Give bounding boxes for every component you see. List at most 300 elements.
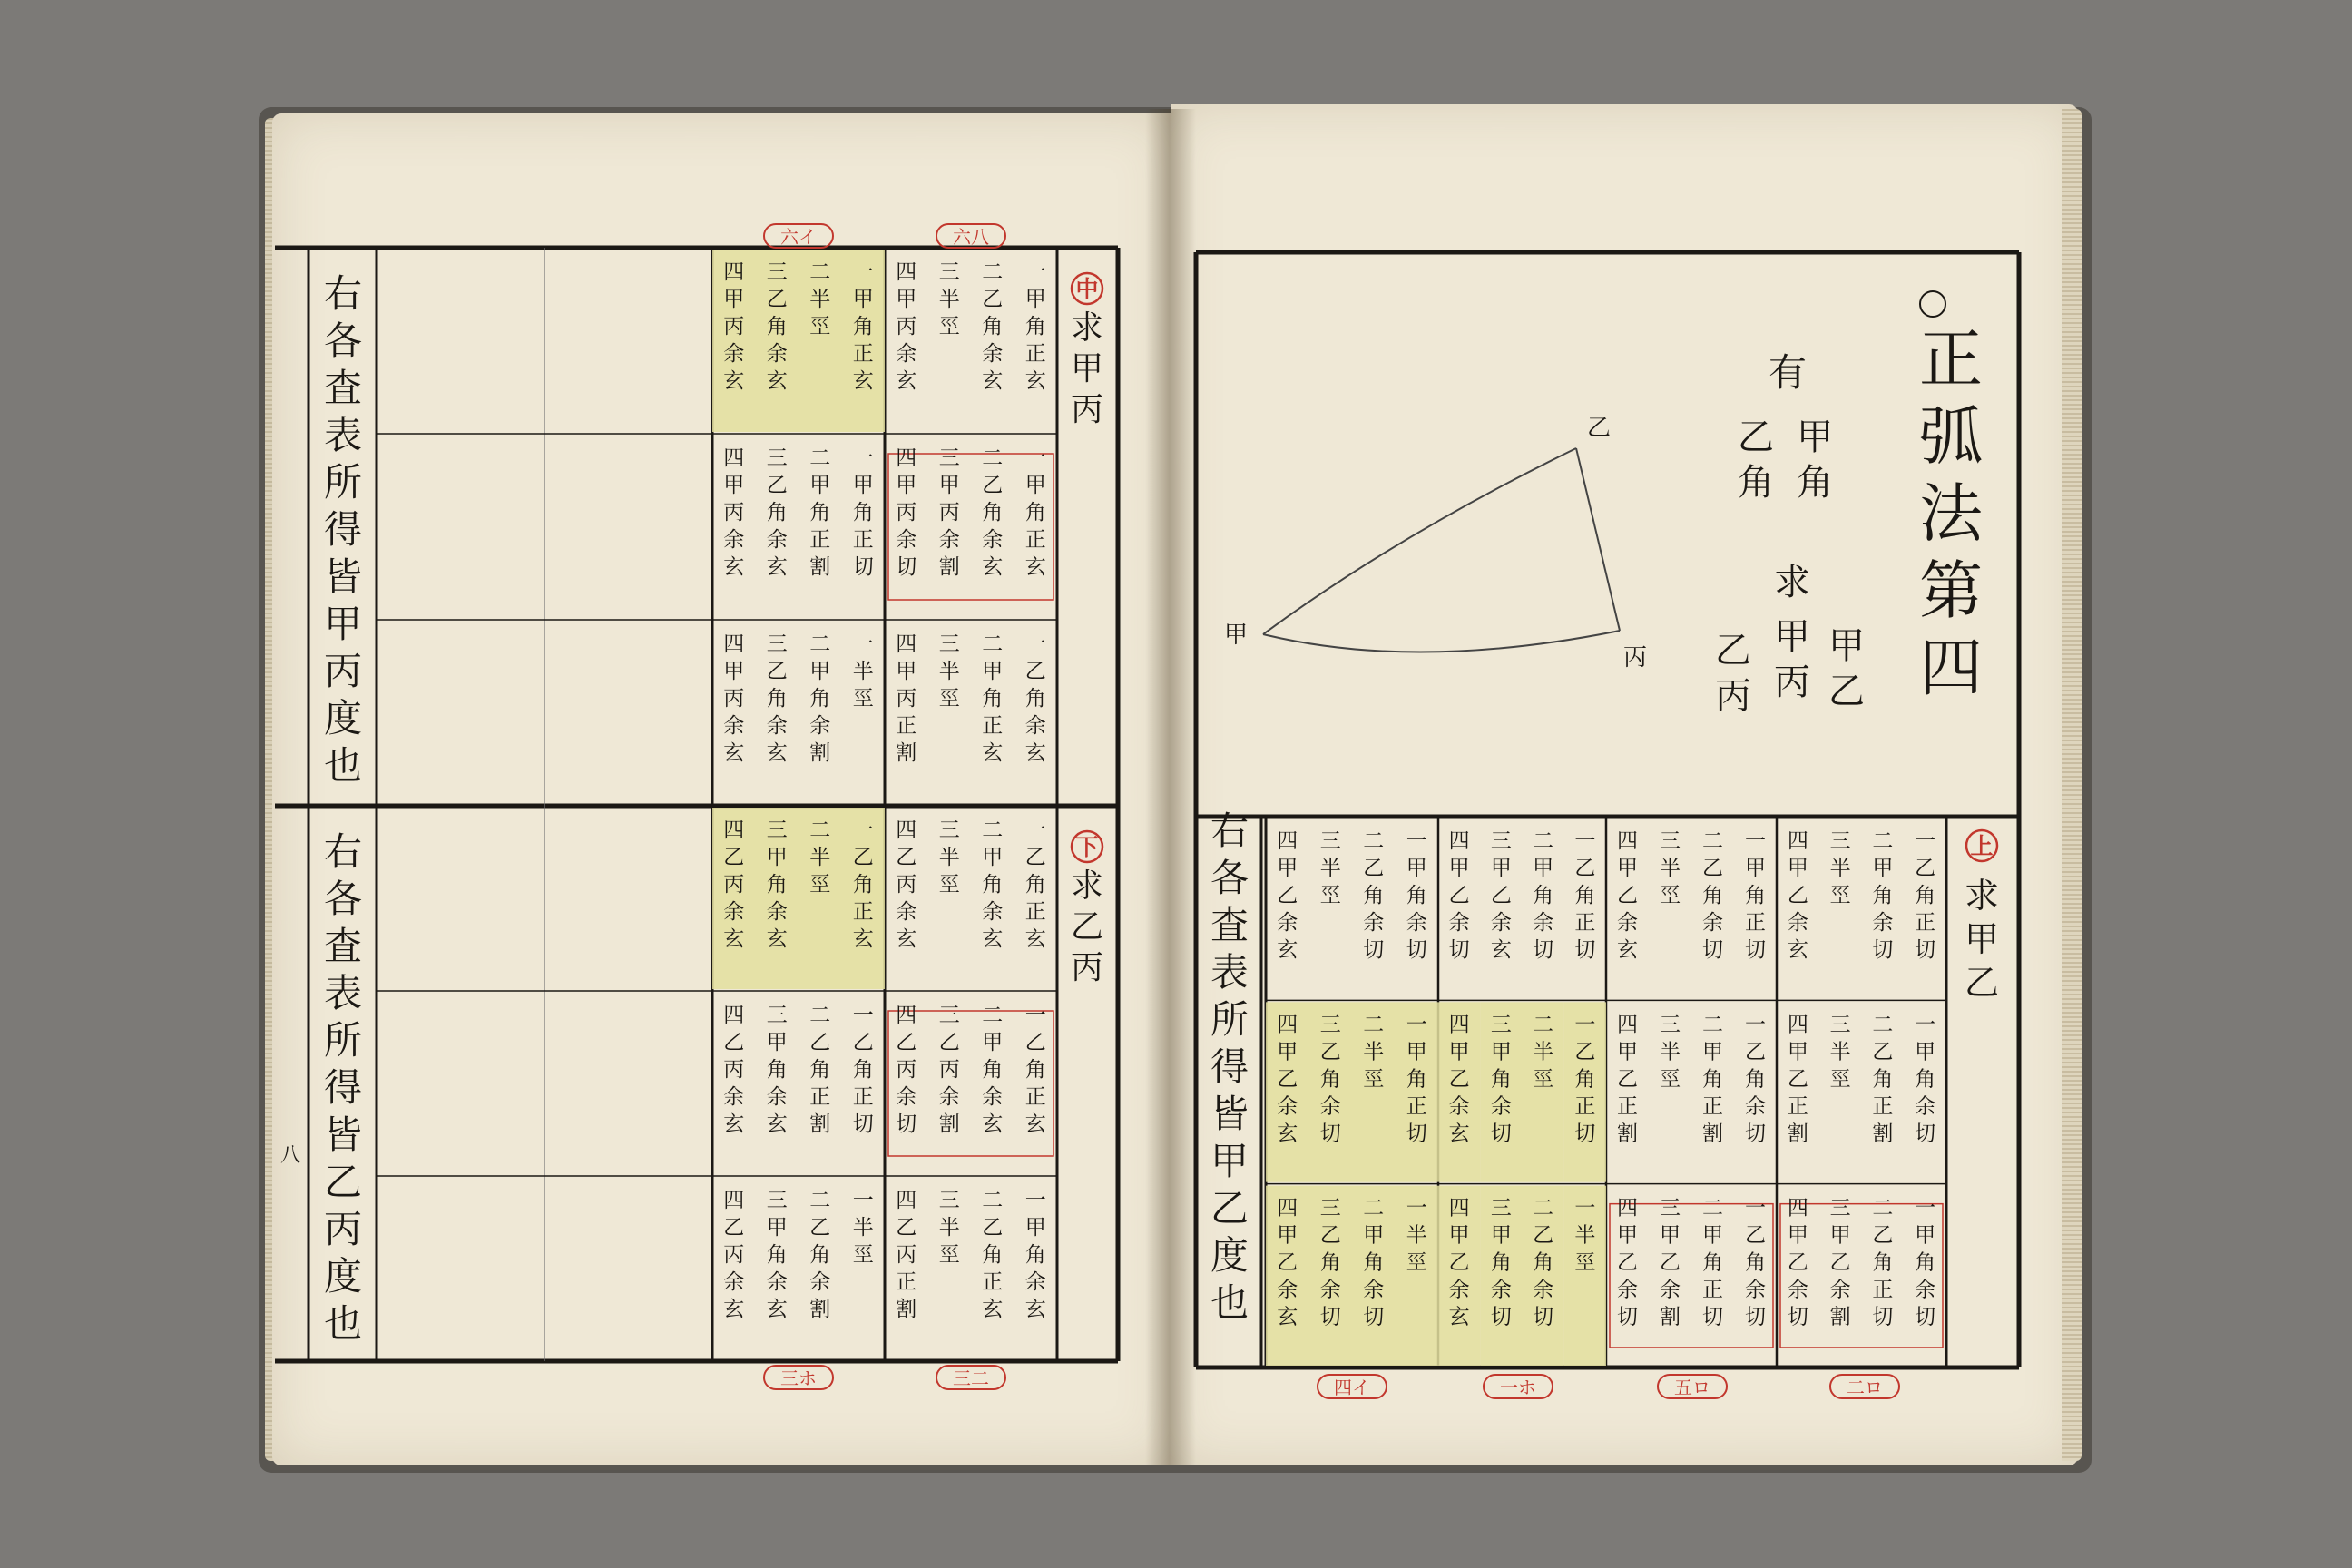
glyph: 乙 <box>1702 857 1723 880</box>
glyph: 二 <box>982 260 1004 284</box>
glyph: 甲 <box>1448 857 1470 880</box>
glyph: 余 <box>1319 1278 1341 1302</box>
glyph: 巠 <box>1363 1067 1385 1092</box>
glyph: 角 <box>1745 1067 1766 1092</box>
glyph: 二 <box>982 446 1004 470</box>
glyph: 切 <box>1617 1305 1638 1329</box>
glyph: 正 <box>1702 1094 1723 1119</box>
glyph: 甲 <box>1363 1223 1385 1248</box>
glyph: 余 <box>723 528 745 552</box>
glyph: 巠 <box>938 315 960 338</box>
formula-column <box>1025 260 1046 393</box>
formula-column <box>939 1004 960 1136</box>
glyph: 角 <box>1363 1250 1385 1275</box>
glyph: 玄 <box>1024 369 1046 393</box>
glyph: 丙 <box>896 315 917 338</box>
glyph: 乙 <box>1277 1250 1298 1275</box>
glyph: 半 <box>1660 857 1681 880</box>
glyph: 三 <box>766 818 788 842</box>
glyph: 割 <box>809 1112 831 1136</box>
glyph: 玄 <box>896 927 917 951</box>
formula-column <box>1363 1197 1384 1329</box>
glyph: 甲 <box>982 1031 1004 1054</box>
formula-column <box>723 818 744 951</box>
glyph: 角 <box>1490 1250 1512 1275</box>
glyph: 巠 <box>938 687 960 710</box>
glyph: 割 <box>809 555 831 579</box>
glyph: 玄 <box>723 1112 745 1136</box>
glyph: 三 <box>766 1189 788 1212</box>
glyph: 角 <box>1872 884 1894 907</box>
given-angle-2 <box>1738 416 1774 504</box>
glyph: 甲 <box>1277 857 1298 880</box>
glyph: 巠 <box>1406 1250 1427 1275</box>
glyph: 二 <box>982 1004 1004 1027</box>
glyph: 角 <box>852 315 874 338</box>
formula-column <box>809 818 830 897</box>
glyph: 角 <box>809 1058 831 1082</box>
formula-column <box>853 1189 874 1267</box>
glyph: 割 <box>1702 1122 1723 1146</box>
tab-label: 六八 <box>953 226 989 248</box>
glyph: 二 <box>809 446 831 470</box>
glyph: 一 <box>1024 818 1046 842</box>
glyph: 半 <box>852 1216 874 1240</box>
glyph: 角 <box>852 873 874 897</box>
glyph: 三 <box>1660 829 1681 853</box>
glyph: 余 <box>723 1085 745 1109</box>
glyph: 三 <box>766 1004 788 1027</box>
tab-label: 三ホ <box>780 1367 817 1389</box>
glyph: 乙 <box>1448 884 1470 907</box>
section-badge-low <box>1072 831 1102 862</box>
glyph: 余 <box>766 900 788 924</box>
formula-column <box>809 1004 830 1136</box>
glyph: 半 <box>938 660 960 683</box>
formula-column <box>982 818 1003 951</box>
formula-column <box>853 446 874 579</box>
glyph: 乙 <box>1277 1067 1298 1092</box>
glyph: 巠 <box>1533 1067 1554 1092</box>
glyph: 正 <box>1745 911 1766 935</box>
seek-item-3 <box>1715 630 1751 717</box>
glyph: 四 <box>723 446 745 470</box>
glyph: 角 <box>982 1058 1004 1082</box>
glyph: 甲 <box>1406 857 1427 880</box>
formula-column <box>1491 829 1512 962</box>
glyph: 正 <box>1024 1085 1046 1109</box>
left-bottom-tab <box>764 1366 833 1389</box>
formula-column <box>982 1189 1003 1321</box>
glyph: 余 <box>1024 1270 1046 1294</box>
glyph: 四 <box>723 260 745 284</box>
glyph: 甲 <box>1787 1040 1808 1064</box>
tab-label: 三二 <box>953 1367 989 1389</box>
glyph: 甲 <box>1787 1223 1808 1248</box>
glyph: 求 <box>1964 876 2000 916</box>
glyph: 巠 <box>938 1243 960 1267</box>
formula-column <box>1702 829 1723 962</box>
glyph: 切 <box>1363 1305 1385 1329</box>
section-heading-mid <box>1071 309 1103 428</box>
glyph: 余 <box>1745 1278 1766 1302</box>
glyph: 玄 <box>766 741 788 765</box>
glyph: 余 <box>982 342 1004 366</box>
glyph: 乙 <box>1787 1067 1808 1092</box>
glyph: 角 <box>1872 1250 1894 1275</box>
glyph: 丙 <box>723 1243 745 1267</box>
glyph: 角 <box>1024 501 1046 524</box>
glyph: 切 <box>1745 938 1766 962</box>
glyph: 半 <box>809 846 831 869</box>
glyph: 乙 <box>323 1160 363 1204</box>
glyph: 半 <box>1574 1223 1596 1248</box>
glyph: 玄 <box>1617 938 1638 962</box>
seek-item-2 <box>1774 616 1810 703</box>
glyph: 四 <box>896 1004 917 1027</box>
glyph: 玄 <box>723 1298 745 1321</box>
glyph: 乙 <box>766 474 788 497</box>
glyph: 甲 <box>1828 625 1865 667</box>
glyph: 三 <box>1829 1196 1851 1220</box>
glyph: 乙 <box>982 288 1004 311</box>
formula-column <box>809 632 830 765</box>
glyph: 切 <box>1745 1122 1766 1146</box>
glyph: 丙 <box>723 873 745 897</box>
tab-label: 五ロ <box>1674 1377 1710 1398</box>
glyph: 三 <box>938 632 960 656</box>
formula-column <box>1617 1197 1638 1329</box>
glyph: 切 <box>1533 1305 1554 1329</box>
glyph: 甲 <box>809 660 831 683</box>
badge-char: 上 <box>1970 833 1994 859</box>
formula-column <box>1406 829 1427 962</box>
glyph: 各 <box>1210 856 1250 900</box>
formula-column <box>1449 1197 1470 1329</box>
glyph: 法 <box>1919 476 1983 551</box>
glyph: 切 <box>1872 1305 1894 1329</box>
glyph: 正 <box>1024 528 1046 552</box>
glyph: 二 <box>809 260 831 284</box>
formula-column <box>1830 1013 1851 1091</box>
glyph: 乙 <box>1787 884 1808 907</box>
glyph: 甲 <box>1448 1223 1470 1248</box>
diagram-vertex-label: 甲 <box>1223 622 1249 649</box>
glyph: 玄 <box>852 369 874 393</box>
glyph: 一 <box>1574 829 1596 853</box>
glyph: 四 <box>1448 829 1470 853</box>
glyph: 余 <box>1533 911 1554 935</box>
glyph: 甲 <box>1702 1040 1723 1064</box>
glyph: 得 <box>323 1065 363 1110</box>
glyph: 正 <box>1919 322 1983 397</box>
glyph: 角 <box>1319 1067 1341 1092</box>
glyph: 半 <box>938 1216 960 1240</box>
glyph: 乙 <box>1738 416 1774 458</box>
glyph: 甲 <box>723 660 745 683</box>
glyph: 玄 <box>982 1112 1004 1136</box>
glyph: 四 <box>1277 1013 1298 1037</box>
glyph: 角 <box>1738 462 1774 504</box>
glyph: 甲 <box>1702 1223 1723 1248</box>
glyph: 余 <box>723 1270 745 1294</box>
arc-a-b <box>1263 448 1576 634</box>
formula-column <box>1449 1013 1470 1145</box>
glyph: 丙 <box>723 687 745 710</box>
glyph: 一 <box>1745 1013 1766 1037</box>
section-heading-low <box>1071 867 1103 986</box>
glyph: 正 <box>852 1085 874 1109</box>
formula-column <box>896 818 916 951</box>
glyph: 四 <box>723 632 745 656</box>
glyph: 甲 <box>1787 857 1808 880</box>
glyph: 余 <box>1702 911 1723 935</box>
title-circle-mark <box>1920 291 1945 317</box>
glyph: 切 <box>852 555 874 579</box>
glyph: 甲 <box>1745 857 1766 880</box>
glyph: 余 <box>766 342 788 366</box>
glyph: 右 <box>323 829 363 874</box>
formula-column <box>767 446 788 579</box>
section-note-low <box>324 829 362 1346</box>
glyph: 玄 <box>1490 938 1512 962</box>
formula-column <box>1574 1013 1595 1145</box>
glyph: 玄 <box>896 369 917 393</box>
glyph: 乙 <box>1617 884 1638 907</box>
glyph: 切 <box>1702 938 1723 962</box>
diagram-vertex-label: 丙 <box>1622 644 1648 671</box>
glyph: 有 <box>1768 350 1808 395</box>
glyph: 切 <box>1872 938 1894 962</box>
glyph: 甲 <box>323 602 363 646</box>
glyph: 四 <box>896 818 917 842</box>
glyph: 乙 <box>1829 1250 1851 1275</box>
formula-column <box>1363 1013 1384 1091</box>
glyph: 丙 <box>723 315 745 338</box>
glyph: 玄 <box>1024 741 1046 765</box>
glyph: 切 <box>1448 938 1470 962</box>
formula-column <box>1363 829 1384 962</box>
glyph: 二 <box>1702 829 1723 853</box>
formula-column <box>1788 829 1808 962</box>
glyph: 丙 <box>1070 391 1104 428</box>
formula-column <box>896 446 916 579</box>
formula-column <box>853 1004 874 1136</box>
glyph: 乙 <box>1363 857 1385 880</box>
formula-column <box>1025 446 1046 579</box>
left-top-tab <box>764 224 833 248</box>
glyph: 二 <box>1702 1013 1723 1037</box>
glyph: 求 <box>1774 562 1810 603</box>
glyph: 余 <box>1319 1094 1341 1119</box>
formula-column <box>1745 829 1766 962</box>
formula-column <box>1660 1197 1681 1329</box>
glyph: 各 <box>323 318 363 363</box>
glyph: 三 <box>938 818 960 842</box>
formula-column <box>939 1189 960 1267</box>
glyph: 正 <box>809 1085 831 1109</box>
glyph: 玄 <box>1448 1305 1470 1329</box>
glyph: 丙 <box>723 1058 745 1082</box>
tab-label: 四イ <box>1334 1377 1370 1398</box>
glyph: 甲 <box>1797 416 1833 458</box>
glyph: 乙 <box>1574 1040 1596 1064</box>
glyph: 角 <box>1702 884 1723 907</box>
glyph: 一 <box>1915 829 1936 853</box>
formula-column <box>1533 1013 1553 1091</box>
glyph: 三 <box>1490 829 1512 853</box>
formula-column <box>1574 829 1595 962</box>
right-bottom-tab <box>1830 1375 1899 1398</box>
formula-column <box>1915 1013 1936 1145</box>
glyph: 皆 <box>323 554 363 599</box>
glyph: 甲 <box>1070 350 1104 387</box>
glyph: 査 <box>1210 903 1250 947</box>
glyph: 乙 <box>938 1031 960 1054</box>
glyph: 乙 <box>1024 846 1046 869</box>
formula-column <box>767 1189 788 1321</box>
glyph: 一 <box>852 260 874 284</box>
glyph: 査 <box>323 924 363 968</box>
glyph: 丙 <box>896 501 917 524</box>
glyph: 一 <box>1406 1013 1427 1037</box>
glyph: 三 <box>1660 1013 1681 1037</box>
glyph: 巠 <box>809 315 831 338</box>
glyph: 四 <box>1617 1196 1638 1220</box>
right-bottom-tab <box>1484 1375 1553 1398</box>
glyph: 余 <box>1660 1278 1681 1302</box>
formula-column <box>1025 818 1046 951</box>
glyph: 乙 <box>1319 1040 1341 1064</box>
glyph: 角 <box>982 501 1004 524</box>
glyph: 度 <box>323 1254 363 1298</box>
glyph: 一 <box>1915 1013 1936 1037</box>
glyph: 角 <box>766 315 788 338</box>
glyph: 切 <box>1574 938 1596 962</box>
glyph: 余 <box>1533 1278 1554 1302</box>
glyph: 求 <box>1070 309 1104 347</box>
formula-column <box>1617 829 1638 962</box>
glyph: 玄 <box>1277 938 1298 962</box>
glyph: 割 <box>938 1112 960 1136</box>
glyph: 玄 <box>982 1298 1004 1321</box>
glyph: 巠 <box>1660 884 1681 907</box>
glyph: 玄 <box>723 369 745 393</box>
glyph: 乙 <box>1533 1223 1554 1248</box>
glyph: 角 <box>1024 315 1046 338</box>
formula-column <box>1915 1197 1936 1329</box>
glyph: 三 <box>766 632 788 656</box>
glyph: 余 <box>896 900 917 924</box>
glyph: 半 <box>1363 1040 1385 1064</box>
glyph: 角 <box>1574 1067 1596 1092</box>
tab-label: 一ホ <box>1500 1377 1536 1398</box>
glyph: 余 <box>896 528 917 552</box>
arc-a-c <box>1263 631 1620 652</box>
glyph: 半 <box>1406 1223 1427 1248</box>
glyph: 乙 <box>1872 1040 1894 1064</box>
glyph: 切 <box>1490 1305 1512 1329</box>
glyph: 甲 <box>982 846 1004 869</box>
glyph: 三 <box>938 1189 960 1212</box>
formula-column <box>1277 1013 1298 1145</box>
glyph: 角 <box>1533 1250 1554 1275</box>
glyph: 半 <box>1319 857 1341 880</box>
glyph: 正 <box>1574 1094 1596 1119</box>
formula-column <box>896 632 916 765</box>
glyph: 余 <box>1363 911 1385 935</box>
formula-column <box>1320 1013 1341 1145</box>
glyph: 玄 <box>982 369 1004 393</box>
glyph: 角 <box>1406 1067 1427 1092</box>
glyph: 角 <box>809 501 831 524</box>
glyph: 四 <box>723 1004 745 1027</box>
glyph: 半 <box>938 288 960 311</box>
glyph: 乙 <box>723 846 745 869</box>
formula-column <box>723 446 744 579</box>
glyph: 乙 <box>1277 884 1298 907</box>
glyph: 切 <box>1745 1305 1766 1329</box>
glyph: 割 <box>809 1298 831 1321</box>
glyph: 余 <box>1406 911 1427 935</box>
glyph: 甲 <box>1915 1040 1936 1064</box>
glyph: 乙 <box>1964 963 2000 1003</box>
glyph: 二 <box>1533 1013 1554 1037</box>
glyph: 丙 <box>896 1058 917 1082</box>
glyph: 切 <box>1915 1122 1936 1146</box>
glyph: 乙 <box>1024 660 1046 683</box>
glyph: 正 <box>1024 342 1046 366</box>
glyph: 玄 <box>766 927 788 951</box>
glyph: 第 <box>1919 554 1983 628</box>
formula-column <box>853 260 874 393</box>
glyph: 四 <box>1617 829 1638 853</box>
glyph: 切 <box>1319 1305 1341 1329</box>
glyph: 余 <box>1363 1278 1385 1302</box>
glyph: 丙 <box>1070 949 1104 986</box>
formula-column <box>767 818 788 951</box>
glyph: 巠 <box>938 873 960 897</box>
glyph: 角 <box>1024 687 1046 710</box>
formula-column <box>809 446 830 579</box>
glyph: 弧 <box>1919 399 1983 474</box>
glyph: 乙 <box>1024 1031 1046 1054</box>
glyph: 余 <box>1024 714 1046 738</box>
formula-column <box>896 260 916 393</box>
formula-column <box>1830 1197 1851 1329</box>
glyph: 二 <box>1872 1196 1894 1220</box>
glyph: 玄 <box>1277 1122 1298 1146</box>
glyph: 乙 <box>896 846 917 869</box>
section-note-upper <box>1210 808 1249 1325</box>
glyph: 甲 <box>1915 1223 1936 1248</box>
glyph: 三 <box>1319 1013 1341 1037</box>
seek-item-1 <box>1828 625 1865 712</box>
formula-column <box>1830 829 1851 907</box>
glyph: 甲 <box>766 1216 788 1240</box>
glyph: 切 <box>1915 938 1936 962</box>
section-note-mid <box>324 271 362 788</box>
glyph: 甲 <box>1024 288 1046 311</box>
glyph: 乙 <box>1787 1250 1808 1275</box>
glyph: 也 <box>323 743 363 788</box>
glyph: 丙 <box>323 1207 363 1251</box>
glyph: 甲 <box>896 474 917 497</box>
glyph: 二 <box>982 818 1004 842</box>
glyph: 度 <box>323 696 363 740</box>
glyph: 甲 <box>896 288 917 311</box>
glyph: 半 <box>809 288 831 311</box>
